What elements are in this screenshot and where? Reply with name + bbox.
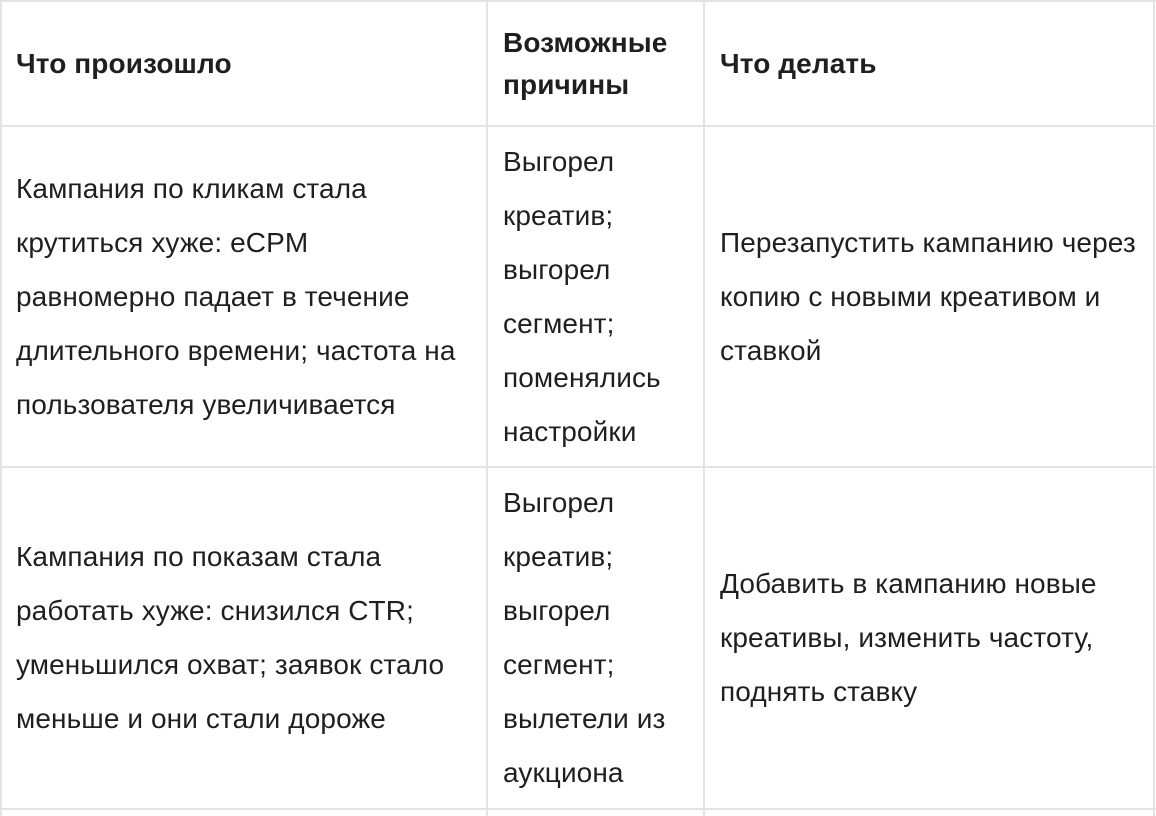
row-1-what-to-do-cell [720,127,1140,466]
row-2-possible-reasons-cell [503,468,689,808]
row-1-what-to-do: Перезапустить кампанию через копию с новыми креативом и ставкой [720,226,1136,366]
row-2-possible-reasons: Выгорел креатив; выгорел сегмент; вылетели из аукциона [503,487,666,788]
row-1-possible-reasons: Выгорел креатив; выгорел сегмент; поменялись настройки [503,145,661,447]
column-divider-1 [486,0,488,816]
row-2-what-happened: Кампания по показам стала работать хуже: снизился CTR; уменьшился охват; заявок стало меньше и они стали дороже [16,541,445,734]
table-right-border [1153,0,1155,816]
column-divider-2 [703,0,705,816]
row-1-what-happened-cell [16,127,471,466]
header-what-happened-label: Что произошло [16,47,232,79]
row-2-what-to-do-cell [720,468,1140,808]
row-1-possible-reasons-cell [503,127,689,466]
header-what-to-do-label: Что делать [720,47,877,79]
header-what-to-do [720,2,1140,125]
row-2-what-to-do: Добавить в кампанию новые креативы, изменить частоту, поднять ставку [720,568,1097,707]
header-possible-reasons [503,2,699,125]
table-left-border [0,0,2,816]
header-what-happened [16,2,471,125]
row-1-what-happened: Кампания по кликам стала крутиться хуже: eCPM равномерно падает в течение длительного времени; частота на пользователя увеличивается [16,172,456,420]
header-possible-reasons-label: Возможные причины [503,26,668,100]
row-2-what-happened-cell [16,468,471,808]
row-2-bottom-border [0,808,1156,810]
